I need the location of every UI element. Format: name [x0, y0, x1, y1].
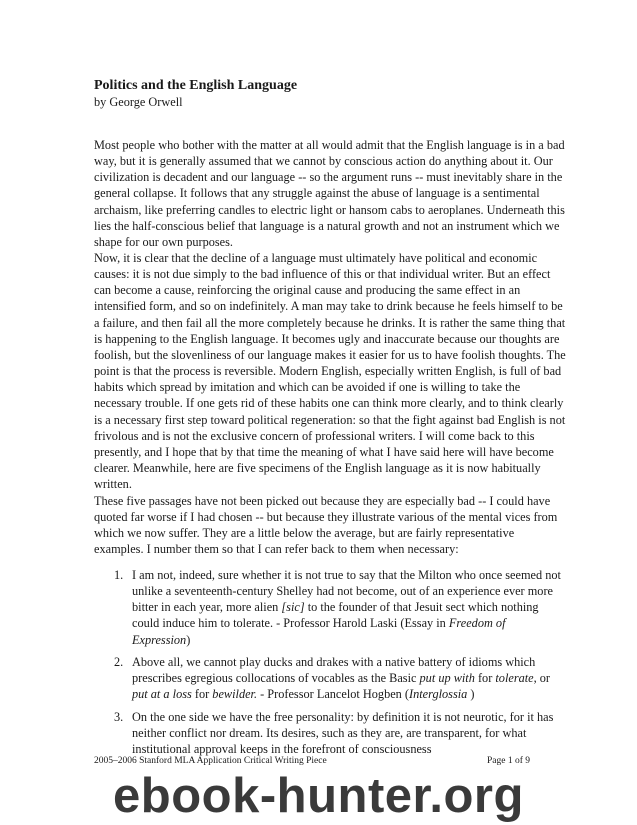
- document-title: Politics and the English Language: [94, 78, 298, 93]
- footer-source: 2005–2006 Stanford MLA Application Critical Writing Piece: [94, 756, 327, 766]
- example-number: 3.: [114, 710, 124, 724]
- example-item-2: [114, 654, 566, 702]
- paragraph-2: Now, it is clear that the decline of a language must ultimately have political and economic causes: it is not due simply to the bad influence of this or that individual writer. But an effect can become a cause, reinforcing the original cause and producing the same effect in an intensified form, and so on indefinitely. A man may take to drink because he feels himself to be a failure, and then fail all the more completely because he drinks. It is rather the same thing that is happening to the English language. It becomes ugly and inaccurate because our thoughts are foolish, but the slovenliness of our language makes it easier for us to have foolish thoughts. The point is that the process is reversible. Modern English, especially written English, is full of bad habits which spread by imitation and which can be avoided if one is willing to take the necessary trouble. If one gets rid of these habits one can think more clearly, and to think clearly is a necessary first step toward political regeneration: so that the fight against bad English is not frivolous and is not the exclusive concern of professional writers. I will come back to this presently, and I hope that by that time the meaning of what I have said here will have become clearer. Meanwhile, here are five specimens of the English language as it is now habitually written.: [94, 251, 566, 492]
- example-item-1: [114, 567, 566, 648]
- example-item-3: [114, 709, 566, 757]
- example-text: Above all, we cannot play ducks and drakes with a native battery of idioms which prescribes egregious collocations of vocables as the Basic put up with for tolerate, or put at a loss for bewilder. - Professor Lancelot Hogben (Interglossia ): [132, 655, 551, 702]
- example-number: 1.: [114, 568, 124, 582]
- document-author: by George Orwell: [94, 95, 183, 109]
- paragraph-3: These five passages have not been picked out because they are especially bad -- I could have quoted far worse if I had chosen -- but because they illustrate various of the mental vices from which we now suffer. They are a little below the average, but are fairly representative examples. I number them so that I can refer back to them when necessary:: [94, 494, 558, 557]
- paragraph-1: Most people who bother with the matter at all would admit that the English language is in a bad way, but it is generally assumed that we cannot by conscious action do anything about it. Our civilization is decadent and our language -- so the argument runs -- must inevitably share in the general collapse. It follows that any struggle against the abuse of language is a sentimental archaism, like preferring candles to electric light or hansom cabs to aeroplanes. Underneath this lies the half-conscious belief that language is a natural growth and not an instrument which we shape for our own purposes.: [94, 138, 565, 249]
- example-number: 2.: [114, 655, 124, 669]
- watermark-logo: ebook-hunter.org: [113, 769, 524, 823]
- footer-page-number: Page 1 of 9: [487, 756, 531, 766]
- example-text: On the one side we have the free personality: by definition it is not neurotic, for it has neither conflict nor dream. Its desires, such as they are, are transparent, for what institutional approval keeps in the forefront of consciousness: [132, 710, 554, 757]
- example-text: I am not, indeed, sure whether it is not true to say that the Milton who once seemed not unlike a seventeenth-century Shelley had not become, out of an experience ever more bitter in each year, more alien [sic] to the founder of that Jesuit sect which nothing could induce him to tolerate. - Professor Harold Laski (Essay in Freedom of Expression): [132, 568, 561, 647]
